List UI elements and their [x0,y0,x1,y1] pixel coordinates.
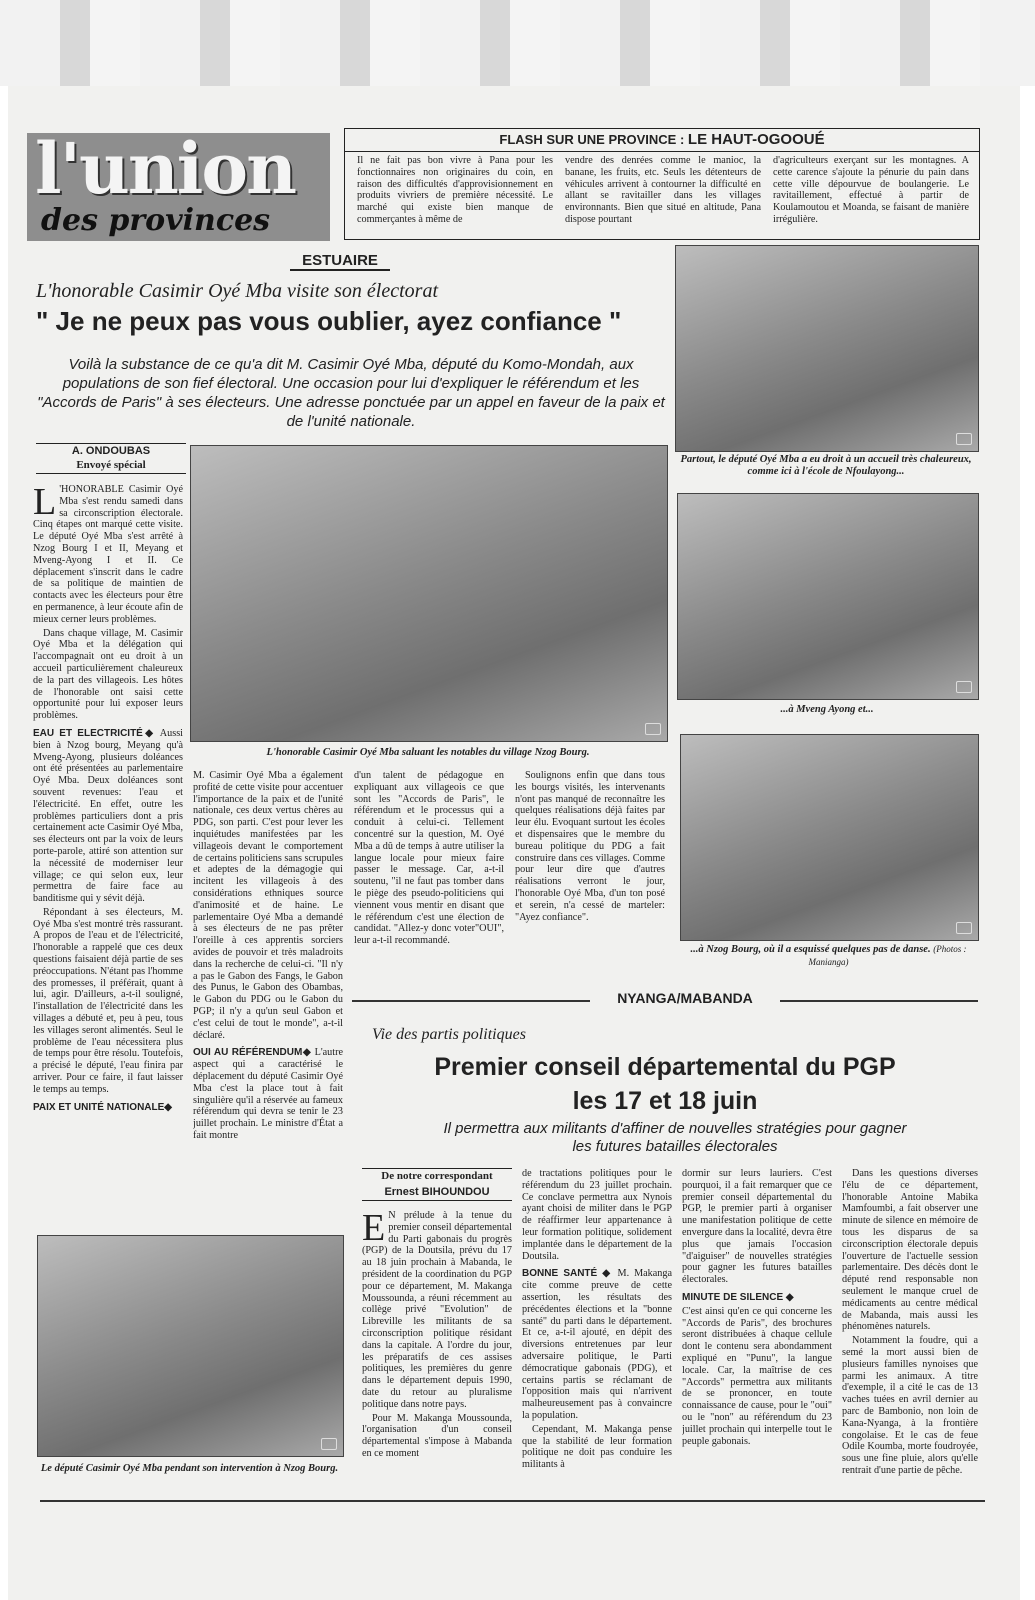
article1-sub-oui: OUI AU RÉFÉRENDUM◆ [193,1047,312,1059]
photo-nfoulayong-caption: Partout, le député Oyé Mba a eu droit à un accueil très chaleureux, comme ici à l'école de Nfoulayong... [680,454,972,477]
photo-intervention-nzog-bourg [37,1235,344,1457]
flash-col-2: vendre des denrées comme le manioc, la banane, les fruits, etc. Seuls les détenteurs de véhicules arrivent à contourner la difficulté en allant se ravitailler dans les villages environnants. Bien que situé en altitude, Pana dispose pourtant [565,155,761,225]
article1-col-4 [515,770,665,980]
article2-col4-p1: Dans les questions diverses l'élu de ce département, l'honorable Antoine Mabika Mamfoumbi, a fait observer une minute de silence en mémoire de tous les disparus de sa circonscription électorale depuis l'ouverture de l'actuelle session parlementaire. Des décès dont le député rend responsable non seulement le manque cruel de médicaments au centre médical de Mabanda, mais aussi les phénomènes naturels. [842,1168,978,1333]
flash-box [344,128,980,240]
article1-col3-p1: d'un talent de pédagogue en expliquant aux villageois ce que sont les "Accords de Paris", le référendum et le processus qui a conduit à celui-ci. Tellement concentré sur la question, M. Oyé Mba a dû de temps à autre utiliser la langue locale pour mieux faire passer le message. Car, a-t-il soutenu, "il ne faut pas tomber dans le piège des pseudo-politiciens qui viennent vous mentir en disant que le référendum c'est une élection de candidat. "Allez-y donc voter"OUI", leur a-t-il recommandé. [354,770,504,947]
photo-mveng-ayong [677,493,979,700]
article1-sub-eau: EAU ET ELECTRICITÉ◆ [33,727,156,739]
photo-notables-nzog-bourg [190,445,668,742]
article1-lead: Voilà la substance de ce qu'a dit M. Casimir Oyé Mba, député du Komo-Mondah, aux populations de son fief électoral. Une occasion pour lui d'expliquer le référendum et les "Accords de Paris" à ses électeurs. Une adresse ponctuée par un appel en faveur de la paix et de l'unité nationale. [37,356,665,430]
article1-col2-p2: L'autre aspect qui a caractérisé le déplacement du député Casimir Oyé Mba c'est la place tout à fait singulière qu'il a réservée au fameux référendum qui devra se tenir le 23 juillet prochain. Le ministre d'État a fait montre [193,1047,343,1141]
article2-col1-p1: N prélude à la tenue du premier conseil départemental du Parti gabonais du progrès (PGP) de la Doutsila, prévu du 17 au 18 juin prochain à Mabanda, le président de la coordination du PGP pour ce département, M. Makanga Moussounda, a réuni récemment au collège privé "Evolution" de Libreville les militants de sa circonscription politique résidant dans la capitale. A l'ordre du jour, les préparatifs de ces assises politiques, les premières du genre dans le département depuis 1990, date du retour au pluralisme politique dans notre pays. [362,1210,512,1410]
article2-headline-line2: les 17 et 18 juin [572,1087,758,1115]
article1-col1-p3: Aussi bien à Nzog bourg, Meyang qu'à Mveng-Ayong, plusieurs doléances ont été présentées au parlementaire Oyé Mba. Deux doléances sont souvent revenues: l'eau et l'électricité. En effet, outre les problèmes particuliers dont a pris certainement acte Casimir Oyé Mba, ses électeurs ont par la voix de leurs porte-parole, attiré son attention sur la nécessité de moderniser leur village; ce qui selon eux, leur permettra de faire face au banditisme qui y sévit déjà. [33,727,183,905]
photo-notables-caption: L'honorable Casimir Oyé Mba saluant les notables du village Nzog Bourg. [266,747,590,758]
article1-col-1 [33,484,183,1214]
article2-col-2 [522,1168,672,1495]
article1-col4-p1: Soulignons enfin que dans tous les bourgs visités, les intervenants n'ont pas manqué de reconnaître les quelques réalisations déjà faites par leur élu. Evoquant surtout les écoles et dispensaires que le membre du bureau politique du PDG a fait construire dans ces villages. Comme pour leur dire que d'autres réalisations verront le jour, l'honorable Oyé Mba, d'un ton posé et serein, n'a cessé de marteler: "Ayez confiance". [515,770,665,923]
article2-col-4 [842,1168,978,1495]
article1-col-3 [354,770,504,980]
article2-dropcap: E [362,1210,386,1249]
article2-col2-p2: M. Makanga cite comme preuve de cette assertion, les résultats des précédentes élections et la "bonne santé" du parti dans le département. Et ce, a-t-il ajouté, en dépit des diversions entretenues par leur adversaire politique, le Parti démocratique gabonais (PDG), et certains partis se réclamant de l'opposition mais qui n'arrivent malheureusement pas à convaincre la population. [522,1268,672,1421]
article1-col1-p1: 'HONORABLE Casimir Oyé Mba s'est rendu samedi dans sa circonscription électorale. Cinq étapes ont marqué cette visite. Le député Oyé Mba s'est arrêté à Nzog Bourg I et II, Meyang et Mveng-Ayong I et II. Ce déplacement s'inscrit dans le cadre de sa politique de maintien de contacts avec les électeurs pour être en permanence, à leur écoute afin de mieux cerner leurs problèmes. [33,484,183,625]
article1-byline-role: Envoyé spécial [36,459,186,474]
flash-col-3: d'agriculteurs exerçant sur les montagnes. A cette carence s'ajoute la pénurie du pain dans cette ville dépourvue de boulangerie. Le ravitaillement, effectué à partir de Koulamoutou et Moanda, se faisant de manière irrégulière. [773,155,969,225]
article2-col-1 [362,1210,512,1495]
photo-icon [956,681,972,693]
article2-col2-p3: Cependant, M. Makanga pense que la stabilité de leur formation politique ne doit pas conduire les militants à [522,1423,672,1471]
masthead [27,127,330,241]
page-bottom-rule [40,1500,985,1502]
photo-icon [956,922,972,934]
article1-kicker: L'honorable Casimir Oyé Mba visite son électorat [36,280,439,302]
photo-icon [321,1438,337,1450]
article1-headline: " Je ne peux pas vous oublier, ayez confiance " [36,306,622,336]
article1-col1-p4: Répondant à ses électeurs, M. Oyé Mba s'est montré très rassurant. A propos de l'eau et de l'électricité, l'honorable a rappelé que ces deux questions faisaient déjà partie de ses préoccupations. N'étant pas l'homme des promesses, il préférait, quant à lui, agir. D'ailleurs, a-t-il souligné, l'installation de l'électricité dans les villages a débuté et, peu à peu, tous les villages seront alimentés. Seul le problème de l'eau nécessitera plus de temps pour être résolu. Toutefois, a précisé le député, l'eau finira par arriver. Pour ce faire, il faut laisser le temps au temps. [33,906,183,1095]
scan-border [0,0,1035,86]
article2-sub-silence: MINUTE DE SILENCE ◆ [682,1291,794,1303]
flash-col-1: Il ne fait pas bon vivre à Pana pour les fonctionnaires non originaires du coin, en raison des difficultés d'approvisionnement en produits vivriers de première nécessité. Le marché qui existe bien manque de commerçantes à même de [357,155,553,225]
article2-kicker: Vie des partis politiques [372,1026,526,1043]
article2-col4-p2: Notamment la foudre, qui a semé la mort aussi bien de plusieurs familles nynoises que parmi les animaux. A titre d'exemple, il a cité le cas de 13 vaches tuées en avril dernier au parc de Bambonio, non loin de Kana-Nyanga, à la frontière congolaise. Et le cas de feue Odile Koumba, morte foudroyée, sous une fine pluie, alors qu'elle rentrait d'une partie de pêche. [842,1335,978,1476]
article1-col-2 [193,770,343,1218]
article2-col3-p1: dormir sur leurs lauriers. C'est pourquoi, il a fait remarquer que ce premier conseil départemental du PGP, le premier parti à organiser une manifestation politique de cette envergure dans la localité, devra être plus que jamais l'occasion "d'aiguiser" de nouvelles stratégies pour gagner les futures batailles électorales. [682,1168,832,1286]
article2-col2-p1: de tractations politiques pour le référendum du 23 juillet prochain. Ce conclave permettra aux Nynois ayant choisi de militer dans le PGP de réaffirmer leur appartenance à leur formation politique, solidement implantée dans le département de la Doutsila. [522,1168,672,1262]
article1-dropcap: L [33,484,57,523]
flash-heading-place: LE HAUT-OGOOUÉ [687,131,825,148]
photo-intervention-caption: Le député Casimir Oyé Mba pendant son intervention à Nzog Bourg. [40,1463,339,1474]
masthead-title: l'union [35,127,295,210]
article1-sub-paix: PAIX ET UNITÉ NATIONALE◆ [33,1101,172,1113]
article1-byline: A. ONDOUBAS [36,443,186,457]
photo-icon [956,433,972,445]
flash-heading-prefix: FLASH SUR UNE PROVINCE : [499,132,685,147]
article1-col1-p2: Dans chaque village, M. Casimir Oyé Mba et la délégation qui l'accompagnait ont eu droit à un accueil particulièrement chaleureux de la part des villageois. Les hôtes de l'honorable ont saisi cette opportunité pour lui exposer leurs problèmes. [33,627,183,722]
photo-mveng-ayong-caption: ...à Mveng Ayong et... [780,704,874,715]
article2-byline: Ernest BIHOUNDOU [362,1186,512,1201]
photo-icon [645,723,661,735]
article1-col2-p1: M. Casimir Oyé Mba a également profité de cette visite pour accentuer l'importance de la paix et de l'unité nationale, ces deux vertus chères au PDG, son parti. C'est pour lever les inquiétudes manifestées par les villageois devant le comportement de certains politiciens sans scrupules et adeptes de la démagogie qui incitent les villageois à des considérations ethniques source d'animosité et de haine. Le parlementaire Oyé Mba a demandé à ses électeurs de ne pas prêter l'oreille à ces apprentis sorciers avides de pouvoir et très maladroits dans la recherche de celui-ci. "Il n'y a pas le Gabon des Fangs, le Gabon des Punus, le Gabon des Obambas, le Gabon du PDG ou le Gabon du PGP; il n'y a qu'un seul Gabon et c'est celui de tout le monde", a-t-il déclaré. [193,770,343,1041]
article2-headline [352,1050,978,1118]
flash-heading [345,129,979,152]
photo-nzog-bourg-dance-caption [680,943,977,969]
article2-headline-line1: Premier conseil départemental du PGP [434,1053,896,1081]
article2-sub-sante: BONNE SANTÉ ◆ [522,1268,613,1280]
section-label-nyanga: NYANGA/MABANDA [590,990,780,1006]
photo-dance-caption-text: ...à Nzog Bourg, où il a esquissé quelques pas de danse. [690,944,931,955]
article2-col1-p2: Pour M. Makanga Moussounda, l'organisation d'un conseil départemental s'impose à Mabanda en ce moment [362,1412,512,1459]
photo-nfoulayong [675,245,979,452]
article2-lead: Il permettra aux militants d'affiner de nouvelles stratégies pour gagner les futures batailles électorales [443,1120,907,1155]
article2-byline-role: De notre correspondant [362,1168,512,1182]
section-label-estuaire: ESTUAIRE [290,252,390,271]
masthead-subtitle: des provinces [41,203,271,238]
photo-nzog-bourg-dance [680,734,979,941]
article2-col-3 [682,1168,832,1495]
article2-col3-p2: C'est ainsi qu'en ce qui concerne les "Accords de Paris", des brochures seront distribuées à chaque cellule dont le contenu sera abondamment expliqué en "Punu", la langue locale. Car, la maîtrise de ces "Accords" permettra aux militants de se prononcer, en toute connaissance de cause, pour le "oui" ou le "non" au référendum du 23 juillet prochain qui interpelle tout le peuple gabonais. [682,1305,832,1447]
photo-credit: (Photos : Manianga) [808,944,967,967]
